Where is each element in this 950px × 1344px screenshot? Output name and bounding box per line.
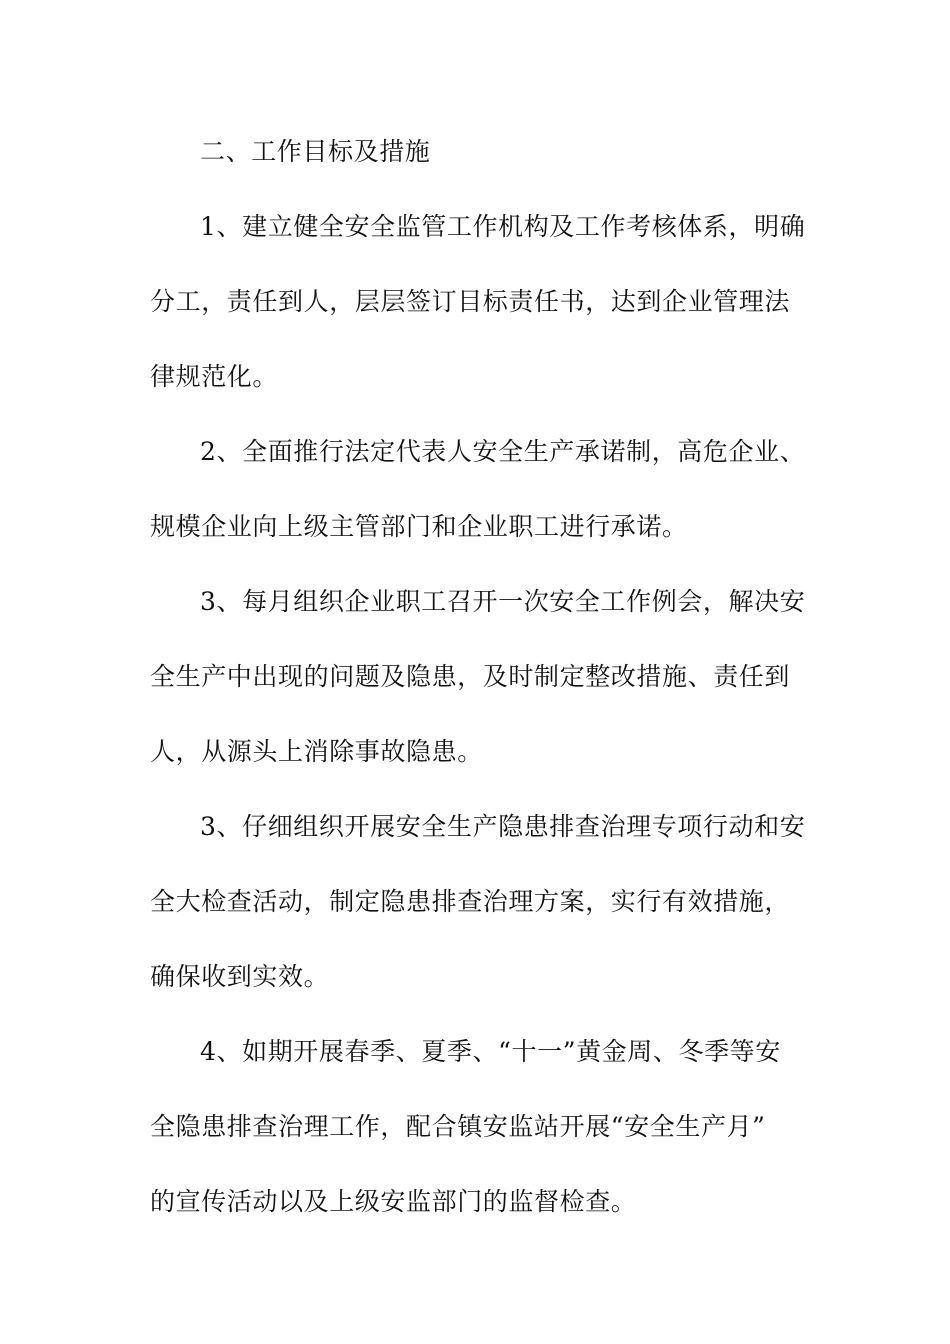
paragraph-2-line-2: 规模企业向上级主管部门和企业职工进行承诺。 (150, 512, 688, 541)
paragraph-5-line-1: 4、如期开展春季、夏季、“十一”黄金周、冬季等安 (200, 1037, 781, 1066)
paragraph-1-line-1: 1、建立健全安全监管工作机构及工作考核体系，明确 (200, 212, 806, 241)
paragraph-5-line-2: 全隐患排查治理工作，配合镇安监站开展“安全生产月” (150, 1112, 766, 1141)
paragraph-1-line-3: 律规范化。 (150, 362, 279, 391)
paragraph-5-line-3: 的宣传活动以及上级安监部门的监督检查。 (150, 1187, 637, 1216)
paragraph-1-line-2: 分工，责任到人，层层签订目标责任书，达到企业管理法 (150, 287, 791, 316)
paragraph-3-line-1: 3、每月组织企业职工召开一次安全工作例会，解决安 (200, 587, 806, 616)
paragraph-4-line-1: 3、仔细组织开展安全生产隐患排查治理专项行动和安 (200, 812, 806, 841)
paragraph-4-line-2: 全大检查活动，制定隐患排查治理方案，实行有效措施， (150, 887, 791, 916)
paragraph-3-line-3: 人，从源头上消除事故隐患。 (150, 737, 483, 766)
paragraph-2-line-1: 2、全面推行法定代表人安全生产承诺制，高危企业、 (200, 437, 806, 466)
paragraph-3-line-2: 全生产中出现的问题及隐患，及时制定整改措施、责任到 (150, 662, 791, 691)
paragraph-4-line-3: 确保收到实效。 (150, 962, 330, 991)
section-heading: 二、工作目标及措施 (200, 137, 431, 166)
